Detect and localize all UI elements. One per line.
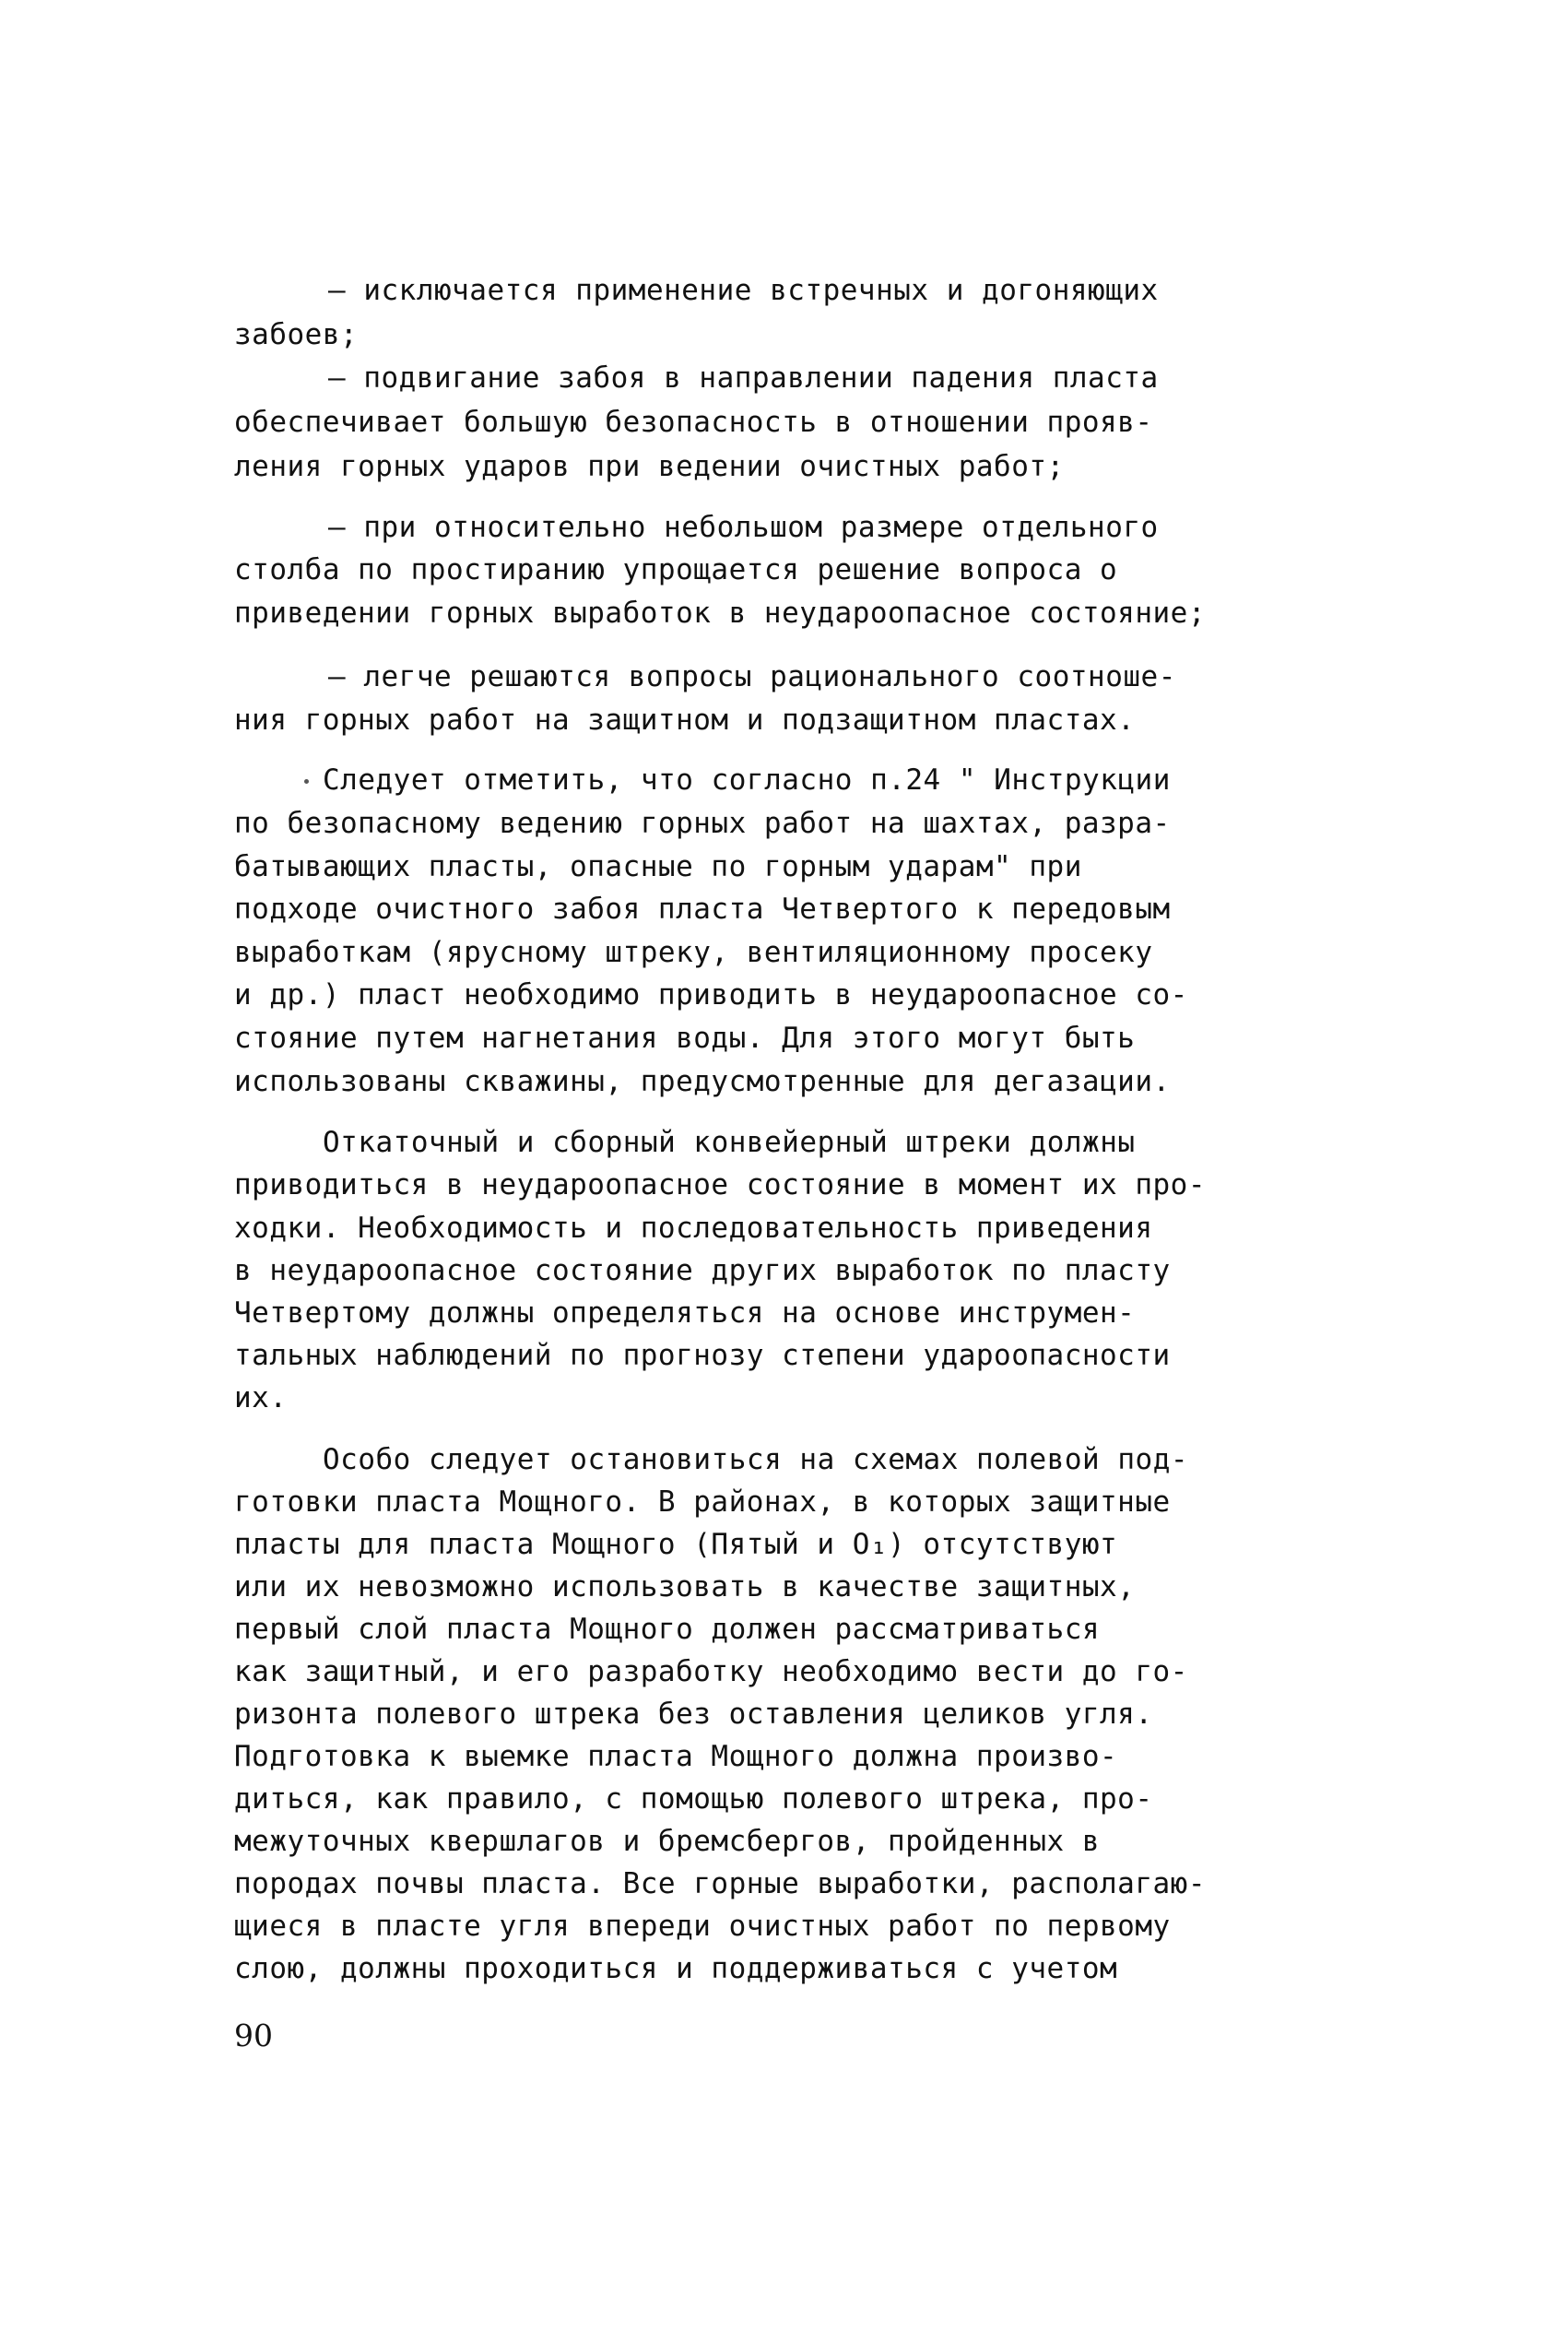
text-line: Особо следует остановиться на схемах полевой под- (323, 1443, 1189, 1476)
text-line: Откаточный и сборный конвейерный штреки должны (323, 1126, 1136, 1159)
text-line: Подготовка к выемке пласта Мощного должна произво- (234, 1740, 1118, 1773)
text-line: или их невозможно использовать в качестве защитных, (234, 1570, 1136, 1603)
text-line: – подвигание забоя в направлении падения пласта (328, 361, 1159, 395)
text-line: первый слой пласта Мощного должен рассматриваться (234, 1613, 1101, 1646)
text-line: ходки. Необходимость и последовательность приведения (234, 1212, 1153, 1245)
text-line: как защитный, и его разработку необходимо вести до го- (234, 1655, 1188, 1688)
text-line: ризонта полевого штрека без оставления целиков угля. (234, 1698, 1153, 1731)
text-line: ния горных работ на защитном и подзащитном пластах. (234, 704, 1136, 737)
text-line: породах почвы пласта. Все горные выработки, располагаю- (234, 1867, 1206, 1900)
text-line: стояние путем нагнетания воды. Для этого могут быть (234, 1022, 1136, 1055)
text-line: пласты для пласта Мощного (Пятый и О₁) отсутствуют (234, 1528, 1118, 1561)
text-line: подходе очистного забоя пласта Четвертого к передовым (234, 893, 1171, 926)
text-line: тальных наблюдений по прогнозу степени удароопасности (234, 1339, 1171, 1372)
text-line: приводиться в неудароопасное состояние в момент их про- (234, 1168, 1206, 1201)
text-line: по безопасному ведению горных работ на шахтах, разра- (234, 807, 1171, 840)
text-line: использованы скважины, предусмотренные для дегазации. (234, 1065, 1171, 1098)
text-line: ления горных ударов при ведении очистных работ; (234, 450, 1065, 483)
text-line: – при относительно небольшом размере отдельного (328, 511, 1159, 544)
text-line: готовки пласта Мощного. В районах, в которых защитные (234, 1485, 1171, 1519)
text-line: диться, как правило, с помощью полевого штрека, про- (234, 1782, 1153, 1816)
page-number: 90 (234, 2017, 273, 2053)
text-line: Четвертому должны определяться на основе инструмен- (234, 1296, 1136, 1330)
text-line: столба по простиранию упрощается решение вопроса о (234, 553, 1118, 586)
text-line: выработкам (ярусному штреку, вентиляционному просеку (234, 936, 1153, 969)
text-line: батывающих пласты, опасные по горным ударам" при (234, 850, 1082, 883)
text-line: щиеся в пласте угля впереди очистных работ по первому (234, 1910, 1171, 1943)
text-line: – исключается применение встречных и догоняющих (328, 274, 1159, 307)
text-line: Следует отметить, что согласно п.24 " Инструкции (323, 763, 1171, 797)
text-line: – легче решаются вопросы рационального соотноше- (328, 660, 1176, 693)
text-line: в неудароопасное состояние других выработок по пласту (234, 1254, 1171, 1287)
text-line: межуточных квершлагов и бремсбергов, пройденных в (234, 1825, 1101, 1858)
text-line: обеспечивает большую безопасность в отношении прояв- (234, 406, 1153, 439)
text-line: приведении горных выработок в неудароопасное состояние; (234, 597, 1206, 630)
text-line: забоев; (234, 318, 359, 351)
text-line: их. (234, 1381, 288, 1414)
text-line: и др.) пласт необходимо приводить в неудароопасное со- (234, 978, 1188, 1012)
text-line: слою, должны проходиться и поддерживаться с учетом (234, 1952, 1118, 1985)
scan-speck (304, 779, 309, 784)
